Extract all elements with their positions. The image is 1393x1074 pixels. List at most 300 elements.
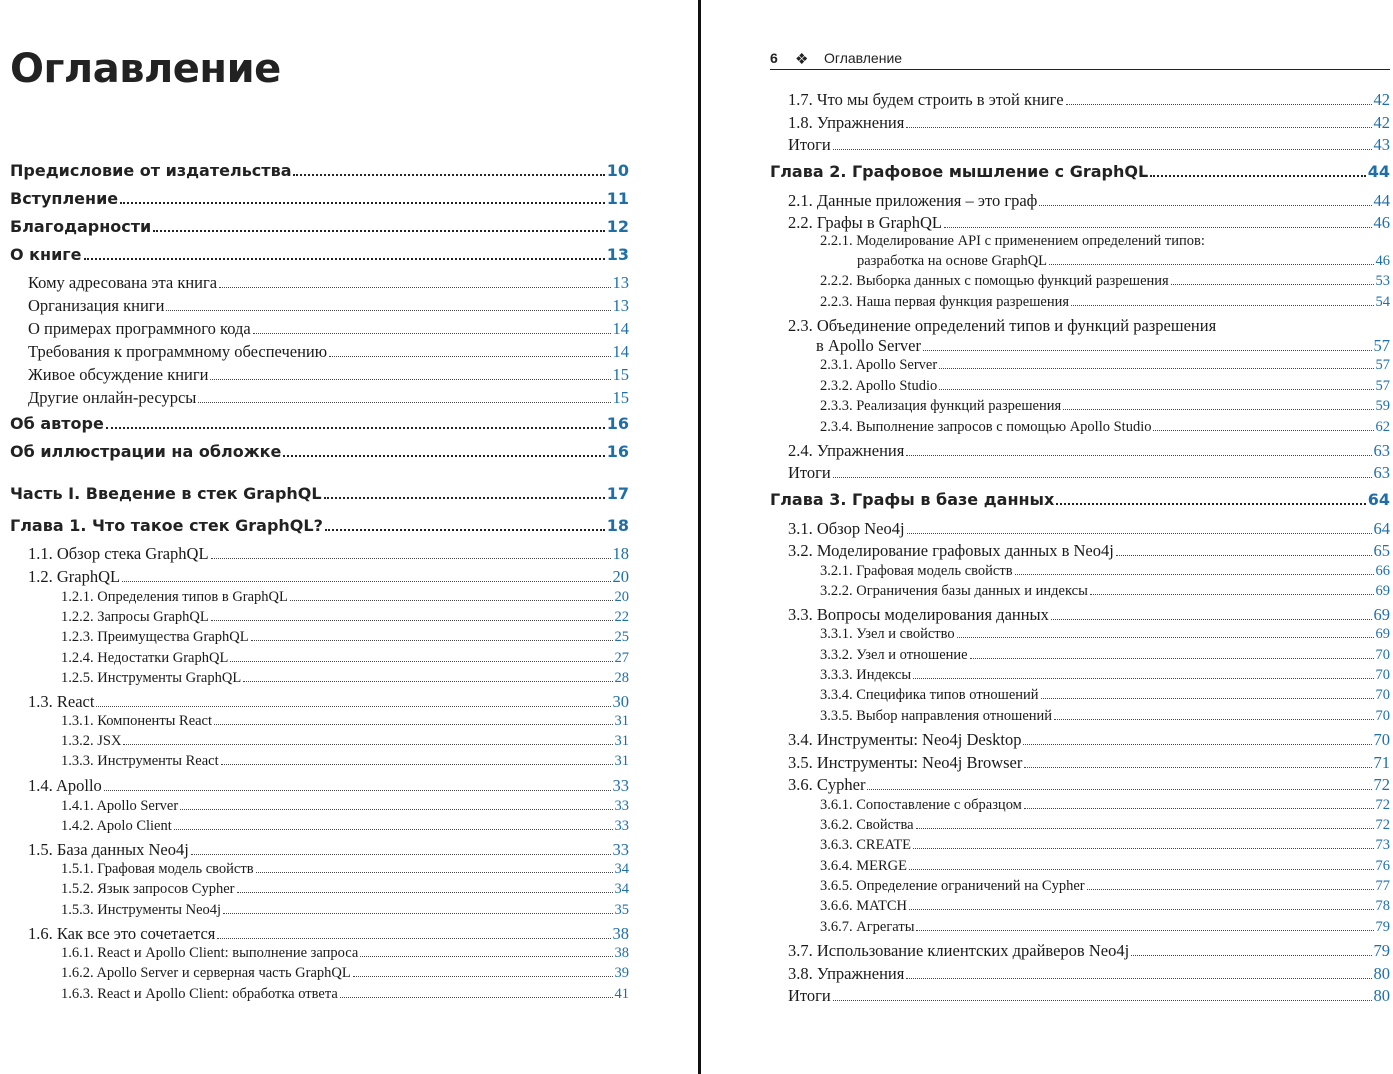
toc-entry-title: 3.2.2. Ограничения базы данных и индексы: [820, 583, 1088, 599]
toc-entry[interactable]: [770, 878, 1390, 895]
toc-page-number: 72: [1375, 797, 1390, 813]
toc-page-number: 31: [614, 733, 629, 749]
toc-page-number: 16: [606, 414, 629, 433]
dot-leader: [153, 230, 604, 232]
toc-page-number: 27: [614, 650, 629, 666]
toc-page-number: 33: [612, 840, 629, 859]
dot-leader: [833, 477, 1372, 478]
toc-entry[interactable]: [770, 294, 1390, 311]
dot-leader: [120, 202, 605, 204]
toc-entry-title: 1.7. Что мы будем строить в этой книге: [788, 90, 1064, 109]
toc-entry[interactable]: [10, 861, 629, 878]
toc-entry-title: Итоги: [788, 463, 831, 482]
toc-page-number: 34: [614, 861, 629, 877]
toc-entry-title: 1.2.5. Инструменты GraphQL: [61, 670, 242, 686]
toc-entry[interactable]: [770, 817, 1390, 834]
toc-entry[interactable]: [770, 213, 1390, 233]
dot-leader: [329, 356, 610, 357]
toc-entry[interactable]: [770, 837, 1390, 854]
toc-page-number: 76: [1375, 858, 1390, 874]
toc-entry[interactable]: [770, 753, 1390, 773]
toc-entry[interactable]: [770, 398, 1390, 415]
toc-entry[interactable]: [10, 776, 629, 796]
toc-page-number: 20: [614, 589, 629, 605]
toc-entry[interactable]: [770, 191, 1390, 211]
toc-entry[interactable]: [10, 902, 629, 919]
toc-entry-title: Живое обсуждение книги: [28, 365, 209, 384]
toc-entry-title: Часть I. Введение в стек GraphQL: [10, 484, 322, 503]
toc-entry-title: 3.6.2. Свойства: [820, 817, 914, 833]
toc-page-number: 38: [614, 945, 629, 961]
dot-leader: [923, 350, 1372, 351]
dot-leader: [253, 333, 611, 334]
dot-leader: [1051, 619, 1372, 620]
toc-entry-title: 1.2.1. Определения типов в GraphQL: [61, 589, 288, 605]
dot-leader: [1087, 889, 1374, 890]
dot-leader: [1056, 503, 1365, 505]
toc-page-number: 33: [612, 776, 629, 795]
dot-leader: [1054, 719, 1373, 720]
toc-page-number: 65: [1373, 541, 1390, 560]
dot-leader: [1131, 955, 1371, 956]
toc-entry[interactable]: [770, 336, 1390, 356]
dot-leader: [1090, 594, 1374, 595]
toc-entry[interactable]: [770, 162, 1390, 181]
toc-page-number: 11: [606, 189, 629, 208]
toc-entry[interactable]: [770, 986, 1390, 1006]
toc-page-number: 42: [1373, 113, 1390, 132]
toc-page-number: 73: [1375, 837, 1390, 853]
toc-page-number: 18: [612, 544, 629, 563]
toc-entry-title: 3.2.1. Графовая модель свойств: [820, 563, 1013, 579]
dot-leader: [251, 640, 613, 641]
toc-entry[interactable]: [770, 941, 1390, 961]
toc-entry-title: 1.2.2. Запросы GraphQL: [61, 609, 209, 625]
toc-entry[interactable]: [10, 713, 629, 730]
toc-page-number: 15: [612, 365, 629, 384]
toc-entry-title: 3.3. Вопросы моделирования данных: [788, 605, 1049, 624]
toc-page-number: 20: [612, 567, 629, 586]
toc-entry[interactable]: [770, 253, 1390, 270]
toc-page-number: 35: [614, 902, 629, 918]
toc-entry-line: [770, 316, 1390, 336]
toc-entry[interactable]: [10, 544, 629, 564]
toc-entry-title: 3.4. Инструменты: Neo4j Desktop: [788, 730, 1022, 749]
toc-entry[interactable]: [10, 733, 629, 750]
toc-entry[interactable]: [10, 414, 629, 433]
toc-entry[interactable]: [770, 463, 1390, 483]
toc-entry-title: 1.2.3. Преимущества GraphQL: [61, 629, 249, 645]
dot-leader: [1063, 409, 1373, 410]
toc-entry-title: 3.6.3. CREATE: [820, 837, 912, 853]
toc-page-number: 69: [1375, 583, 1390, 599]
toc-entry[interactable]: [770, 519, 1390, 539]
toc-page-number: 13: [612, 273, 629, 292]
toc-entry[interactable]: [770, 708, 1390, 725]
toc-page-number: 25: [614, 629, 629, 645]
toc-entry-title: 3.3.3. Индексы: [820, 667, 912, 683]
toc-entry[interactable]: [770, 919, 1390, 936]
dot-leader: [913, 848, 1373, 849]
toc-page-number: 72: [1373, 775, 1390, 794]
dot-leader: [191, 854, 611, 855]
toc-entry-title: Итоги: [788, 986, 831, 1005]
toc-entry[interactable]: [10, 589, 629, 606]
dot-leader: [867, 789, 1371, 790]
dot-leader: [340, 997, 613, 998]
toc-entry[interactable]: [770, 626, 1390, 643]
toc-page-number: 54: [1375, 294, 1390, 310]
toc-entry-title: 3.3.1. Узел и свойство: [820, 626, 955, 642]
toc-entry[interactable]: [770, 964, 1390, 984]
toc-page-number: 30: [612, 692, 629, 711]
dot-leader: [906, 127, 1371, 128]
toc-entry[interactable]: [770, 583, 1390, 600]
toc-entry-title: 3.1. Обзор Neo4j: [788, 519, 905, 538]
toc-entry-title: 3.6.4. MERGE: [820, 858, 907, 874]
toc-entry[interactable]: [10, 818, 629, 835]
toc-page-number: 17: [606, 484, 629, 503]
toc-page-number: 14: [612, 319, 629, 338]
toc-entry[interactable]: [10, 245, 629, 264]
toc-page-number: 64: [1373, 519, 1390, 538]
toc-entry[interactable]: [10, 319, 629, 339]
toc-page-number: 80: [1373, 964, 1390, 983]
toc-page-number: 57: [1375, 357, 1390, 373]
dot-leader: [906, 455, 1371, 456]
toc-page-number: 22: [614, 609, 629, 625]
toc-page-number: 62: [1375, 419, 1390, 435]
toc-page-number: 13: [606, 245, 629, 264]
dot-leader: [939, 368, 1373, 369]
dot-leader: [211, 620, 613, 621]
toc-entry[interactable]: [770, 113, 1390, 133]
toc-entry[interactable]: [10, 567, 629, 587]
toc-entry[interactable]: [770, 858, 1390, 875]
toc-entry-title: 3.5. Инструменты: Neo4j Browser: [788, 753, 1023, 772]
toc-entry[interactable]: [10, 273, 629, 293]
dot-leader: [223, 913, 612, 914]
toc-entry-title: 1.3.2. JSX: [61, 733, 122, 749]
toc-entry[interactable]: [10, 296, 629, 316]
dot-leader: [104, 790, 611, 791]
toc-entry[interactable]: [10, 365, 629, 385]
toc-entry[interactable]: [770, 775, 1390, 795]
dot-leader: [1024, 808, 1374, 809]
dot-leader: [122, 581, 610, 582]
toc-entry-title: 1.3.1. Компоненты React: [61, 713, 213, 729]
dot-leader: [909, 869, 1374, 870]
toc-entry[interactable]: [770, 541, 1390, 561]
toc-entry[interactable]: [10, 798, 629, 815]
dot-leader: [256, 872, 613, 873]
toc-entry-title: Организация книги: [28, 296, 165, 315]
toc-entry[interactable]: [10, 388, 629, 408]
toc-entry[interactable]: [770, 605, 1390, 625]
toc-entry-title: 1.6.3. React и Apollo Client: обработка ответа: [61, 986, 338, 1002]
toc-entry-title: 1.5.3. Инструменты Neo4j: [61, 902, 222, 918]
toc-page-number: 72: [1375, 817, 1390, 833]
toc-entry-title: 3.2. Моделирование графовых данных в Neo4j: [788, 541, 1114, 560]
dot-leader: [106, 427, 605, 429]
toc-page-number: 15: [612, 388, 629, 407]
dot-leader: [1039, 205, 1371, 206]
dot-leader: [360, 956, 612, 957]
dot-leader: [237, 892, 613, 893]
dot-leader: [293, 174, 604, 176]
toc-page-number: 57: [1375, 378, 1390, 394]
toc-entry-title: Вступление: [10, 189, 119, 208]
toc-page-number: 39: [614, 965, 629, 981]
toc-entry[interactable]: [770, 357, 1390, 374]
dot-leader: [210, 379, 610, 380]
dot-leader: [1116, 555, 1372, 556]
toc-page-number: 79: [1373, 941, 1390, 960]
toc-entry[interactable]: [10, 629, 629, 646]
toc-entry-title: 2.3.1. Apollo Server: [820, 357, 938, 373]
dot-leader: [283, 455, 604, 457]
dot-leader: [324, 497, 605, 499]
dot-leader: [84, 258, 605, 260]
toc-entry-title: Кому адресована эта книга: [28, 273, 218, 292]
toc-entry[interactable]: [10, 484, 629, 503]
running-head-title: Оглавление: [824, 50, 903, 66]
toc-entry[interactable]: [770, 419, 1390, 436]
dot-leader: [906, 978, 1371, 979]
dot-leader: [1153, 430, 1373, 431]
toc-entry-title: Предисловие от издательства: [10, 161, 292, 180]
dot-leader: [970, 658, 1374, 659]
toc-entry-title: Глава 3. Графы в базе данных: [770, 490, 1055, 509]
toc-page-number: 70: [1375, 687, 1390, 703]
toc-entry[interactable]: [10, 965, 629, 982]
dot-leader: [957, 637, 1374, 638]
toc-page-number: 63: [1373, 441, 1390, 460]
dot-leader: [166, 310, 610, 311]
toc-entry[interactable]: [10, 189, 629, 208]
toc-entry-title-cont: в Apollo Server: [816, 336, 921, 355]
toc-entry-title: 2.2. Графы в GraphQL: [788, 213, 942, 232]
toc-entry-title: 2.3.3. Реализация функций разрешения: [820, 398, 1062, 414]
book-spine: [698, 0, 701, 1074]
toc-entry[interactable]: [770, 687, 1390, 704]
toc-page-number: 78: [1375, 898, 1390, 914]
toc-entry-title: 3.8. Упражнения: [788, 964, 905, 983]
toc-entry[interactable]: [770, 563, 1390, 580]
dot-leader: [290, 600, 613, 601]
dot-leader: [913, 678, 1373, 679]
toc-page-number: 43: [1373, 135, 1390, 154]
toc-entry[interactable]: [770, 730, 1390, 750]
toc-page-number: 80: [1373, 986, 1390, 1005]
toc-entry-title: 1.6.1. React и Apollo Client: выполнение запроса: [61, 945, 359, 961]
ornament-icon: ❖: [795, 51, 809, 68]
toc-page-number: 31: [614, 753, 629, 769]
toc-entry-title: 1.4.1. Apollo Server: [61, 798, 179, 814]
toc-entry[interactable]: [10, 516, 629, 535]
toc-page-number: 28: [614, 670, 629, 686]
toc-entry-title: О книге: [10, 245, 82, 264]
toc-entry[interactable]: [770, 441, 1390, 461]
dot-leader: [198, 402, 610, 403]
dot-leader: [944, 227, 1372, 228]
dot-leader: [1041, 698, 1374, 699]
toc-entry[interactable]: [770, 667, 1390, 684]
dot-leader: [1066, 104, 1372, 105]
toc-entry-title: 3.7. Использование клиентских драйверов Neo4j: [788, 941, 1130, 960]
toc-entry[interactable]: [10, 161, 629, 180]
dot-leader: [1171, 284, 1374, 285]
toc-entry-title: 1.8. Упражнения: [788, 113, 905, 132]
toc-entry-title: 1.4. Apollo: [28, 776, 102, 795]
toc-page-number: 63: [1373, 463, 1390, 482]
toc-page-number: 46: [1373, 213, 1390, 232]
toc-page-number: 70: [1375, 647, 1390, 663]
toc-page-number: 33: [614, 818, 629, 834]
toc-page-number: 41: [614, 986, 629, 1002]
toc-entry[interactable]: [770, 490, 1390, 509]
toc-entry-title: 1.5.2. Язык запросов Cypher: [61, 881, 235, 897]
toc-entry[interactable]: [10, 840, 629, 860]
toc-page-number: 16: [606, 442, 629, 461]
toc-entry[interactable]: [10, 217, 629, 236]
dot-leader: [1071, 305, 1373, 306]
toc-page-number: 70: [1373, 730, 1390, 749]
toc-page-number: 69: [1375, 626, 1390, 642]
toc-entry[interactable]: [10, 442, 629, 461]
toc-page-number: 13: [612, 296, 629, 315]
dot-leader: [909, 909, 1373, 910]
toc-entry-title: 3.3.2. Узел и отношение: [820, 647, 968, 663]
dot-leader: [217, 938, 610, 939]
toc-entry-title: 3.6.7. Агрегаты: [820, 919, 915, 935]
toc-entry[interactable]: [10, 670, 629, 687]
toc-entry[interactable]: [10, 986, 629, 1003]
toc-entry-title: 1.6.2. Apollo Server и серверная часть GraphQL: [61, 965, 351, 981]
toc-page-number: 57: [1373, 336, 1390, 355]
toc-entry-title: 2.2.2. Выборка данных с помощью функций разрешения: [820, 273, 1169, 289]
toc-page-number: 70: [1375, 708, 1390, 724]
toc-entry[interactable]: [10, 342, 629, 362]
toc-entry[interactable]: [770, 378, 1390, 395]
toc-entry-title: 1.2. GraphQL: [28, 567, 121, 586]
toc-page-number: 44: [1373, 191, 1390, 210]
toc-page-number: 53: [1375, 273, 1390, 289]
page-title: Оглавление: [10, 46, 281, 92]
dot-leader: [916, 828, 1374, 829]
toc-entry-title: 2.3. Объединение определений типов и функций разрешения: [788, 316, 1217, 335]
toc-page-number: 34: [614, 881, 629, 897]
dot-leader: [243, 681, 612, 682]
right-page: [702, 0, 1393, 1074]
page-number: 6: [770, 50, 778, 66]
dot-leader: [96, 706, 610, 707]
toc-entry-title: 1.6. Как все это сочетается: [28, 924, 216, 943]
toc-entry-title: Итоги: [788, 135, 831, 154]
toc-page-number: 31: [614, 713, 629, 729]
toc-entry-title: 1.2.4. Недостатки GraphQL: [61, 650, 229, 666]
toc-page-number: 70: [1375, 667, 1390, 683]
dot-leader: [325, 529, 605, 531]
dot-leader: [916, 930, 1373, 931]
dot-leader: [1024, 767, 1371, 768]
toc-page-number: 71: [1373, 753, 1390, 772]
toc-entry-title: 3.6.5. Определение ограничений на Cypher: [820, 878, 1085, 894]
toc-entry-title: 3.3.4. Специфика типов отношений: [820, 687, 1039, 703]
toc-entry-title: 3.6.6. MATCH: [820, 898, 908, 914]
toc-page-number: 44: [1367, 162, 1390, 181]
toc-page-number: 10: [606, 161, 629, 180]
toc-entry-title: Требования к программному обеспечению: [28, 342, 328, 361]
dot-leader: [353, 976, 613, 977]
toc-page-number: 42: [1373, 90, 1390, 109]
toc-entry-title: 1.1. Обзор стека GraphQL: [28, 544, 209, 563]
toc-entry-title: Благодарности: [10, 217, 152, 236]
toc-entry[interactable]: [770, 898, 1390, 915]
toc-entry[interactable]: [10, 881, 629, 898]
toc-entry-title: 1.4.2. Apolo Client: [61, 818, 172, 834]
toc-entry-title: 2.3.2. Apollo Studio: [820, 378, 938, 394]
toc-entry-title: 3.6. Cypher: [788, 775, 866, 794]
toc-entry[interactable]: [10, 650, 629, 667]
toc-entry-title: 3.6.1. Сопоставление с образцом: [820, 797, 1022, 813]
dot-leader: [230, 661, 612, 662]
toc-page-number: 64: [1367, 490, 1390, 509]
toc-page-number: 38: [612, 924, 629, 943]
toc-entry-title: 2.2.1. Моделирование API с применением определений типов:: [820, 233, 1205, 249]
toc-entry-title: О примерах программного кода: [28, 319, 251, 338]
running-head: [770, 48, 1390, 70]
toc-page-number: 46: [1375, 253, 1390, 269]
toc-page-number: 79: [1375, 919, 1390, 935]
toc-entry[interactable]: [770, 135, 1390, 155]
toc-page-number: 33: [614, 798, 629, 814]
toc-page-number: 12: [606, 217, 629, 236]
toc-entry[interactable]: [10, 692, 629, 712]
dot-leader: [1049, 264, 1373, 265]
toc-page-number: 59: [1375, 398, 1390, 414]
toc-entry-title: 1.5. База данных Neo4j: [28, 840, 189, 859]
toc-entry[interactable]: [770, 273, 1390, 290]
dot-leader: [219, 287, 610, 288]
dot-leader: [1023, 744, 1371, 745]
toc-entry-line: [770, 233, 1390, 250]
toc-entry[interactable]: [10, 924, 629, 944]
toc-entry[interactable]: [10, 753, 629, 770]
toc-page-number: 69: [1373, 605, 1390, 624]
toc-entry[interactable]: [770, 797, 1390, 814]
dot-leader: [833, 1000, 1372, 1001]
dot-leader: [1150, 175, 1366, 177]
toc-entry-title: 2.2.3. Наша первая функция разрешения: [820, 294, 1070, 310]
toc-entry[interactable]: [770, 647, 1390, 664]
dot-leader: [214, 724, 612, 725]
dot-leader: [907, 533, 1372, 534]
toc-entry-title: Глава 2. Графовое мышление с GraphQL: [770, 162, 1149, 181]
toc-entry[interactable]: [10, 945, 629, 962]
toc-entry-title: 1.5.1. Графовая модель свойств: [61, 861, 254, 877]
toc-entry[interactable]: [10, 609, 629, 626]
dot-leader: [123, 744, 612, 745]
toc-entry-title: Глава 1. Что такое стек GraphQL?: [10, 516, 323, 535]
toc-entry[interactable]: [770, 90, 1390, 110]
dot-leader: [939, 389, 1373, 390]
toc-entry-title: 3.3.5. Выбор направления отношений: [820, 708, 1053, 724]
toc-entry-title: 1.3. React: [28, 692, 95, 711]
dot-leader: [221, 764, 613, 765]
toc-entry-title: Другие онлайн-ресурсы: [28, 388, 197, 407]
toc-entry-title: Об иллюстрации на обложке: [10, 442, 282, 461]
